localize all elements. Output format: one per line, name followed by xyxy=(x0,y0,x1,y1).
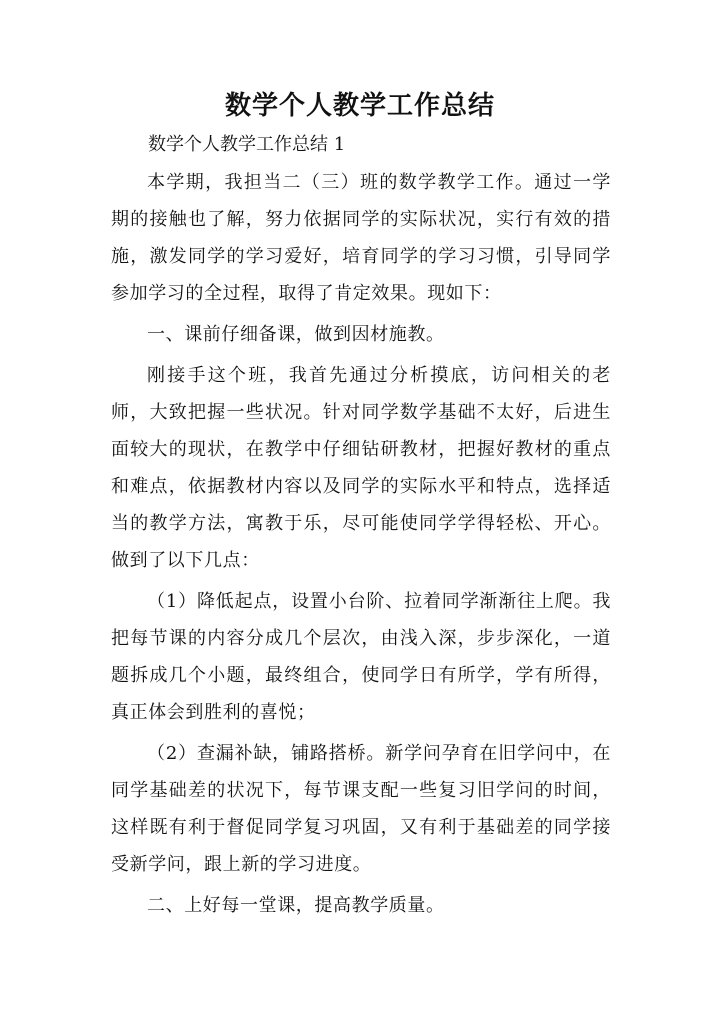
section-heading-2: 二、上好每一堂课，提高教学质量。 xyxy=(147,895,445,916)
document-body xyxy=(111,164,611,928)
paragraph-preparation: 刚接手这个班，我首先通过分析摸底，访问相关的老师，大致把握一些状况。针对同学数学基础不太好，后进生面较大的现状，在教学中仔细钻研教材，把握好教材的重点和难点，依据教材内容以及同学的实际水平和特点，选择适当的教学方法，寓教于乐，尽可能使同学学得轻松、开心。做到了以下几点： xyxy=(111,365,611,571)
paragraph-intro: 本学期，我担当二（三）班的数学教学工作。通过一学期的接触也了解，努力依据同学的实际状况，实行有效的措施，激发同学的学习爱好，培育同学的学习习惯，引导同学参加学习的全过程，取得了肯定效果。现如下： xyxy=(111,172,611,304)
section-heading-1: 一、课前仔细备课，做到因材施教。 xyxy=(147,324,445,345)
document-title: 数学个人教学工作总结 xyxy=(224,91,495,121)
paragraph-point-1: （1）降低起点，设置小台阶、拉着同学渐渐往上爬。我把每节课的内容分成几个层次，由浅入深，步步深化，一道题拆成几个小题，最终组合，使同学日有所学，学有所得，真正体会到胜利的喜悦； xyxy=(111,591,611,723)
document-subtitle: 数学个人教学工作总结 1 xyxy=(148,134,346,155)
paragraph-point-2: （2）查漏补缺，铺路搭桥。新学问孕育在旧学问中，在同学基础差的状况下，每节课支配一些复习旧学问的时间，这样既有利于督促同学复习巩固，又有利于基础差的同学接受新学问，跟上新的学习进度。 xyxy=(111,743,611,875)
